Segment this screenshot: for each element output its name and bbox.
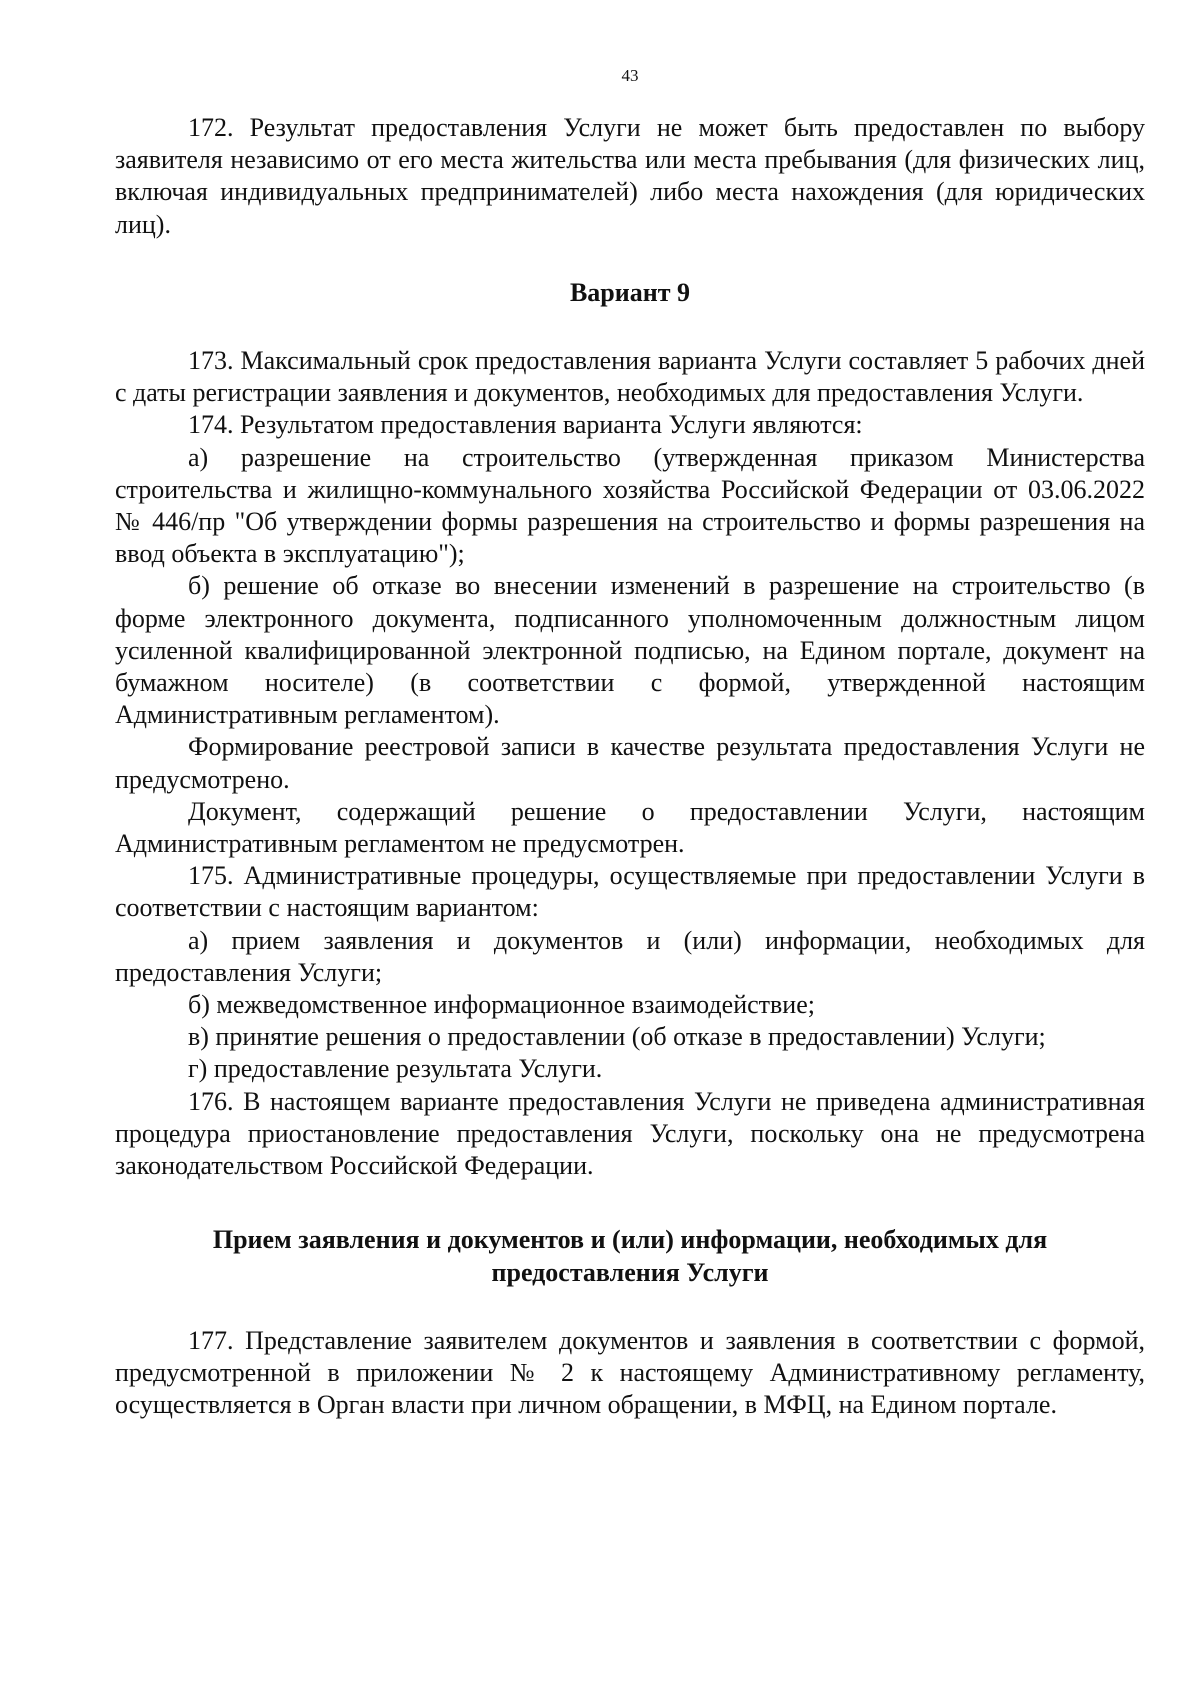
spacer	[115, 1182, 1145, 1224]
paragraph-registry-record: Формирование реестровой записи в качестве результата предоставления Услуги не предусмотрено.	[115, 732, 1145, 794]
paragraph-175-a: а) прием заявления и документов и (или) информации, необходимых для предоставления Услуги;	[115, 925, 1145, 987]
paragraph-175: 175. Административные процедуры, осуществляемые при предоставлении Услуги в соответствии с настоящим вариантом:	[115, 861, 1145, 923]
spacer	[115, 241, 1145, 277]
document-body	[115, 112, 1145, 1421]
paragraph-173: 173. Максимальный срок предоставления варианта Услуги составляет 5 рабочих дней с даты регистрации заявления и документов, необходимых для предоставления Услуги.	[115, 346, 1145, 408]
spacer	[115, 309, 1145, 345]
paragraph-174: 174. Результатом предоставления варианта Услуги являются:	[188, 410, 863, 440]
section-heading-reception	[115, 1224, 1145, 1288]
paragraph-176: 176. В настоящем варианте предоставления Услуги не приведена административная процедура приостановление предоставления Услуги, поскольку она не предусмотрена законодательством Российской Федерации.	[115, 1086, 1145, 1181]
section-heading-variant-9: Вариант 9	[569, 277, 691, 307]
paragraph-177: 177. Представление заявителем документов и заявления в соответствии с формой, предусмотренной в приложении № 2 к настоящему Административному регламенту, осуществляется в Орган власти при личном обращении, в МФЦ, на Едином портале.	[115, 1325, 1145, 1420]
paragraph-175-d: г) предоставление результата Услуги.	[188, 1054, 603, 1084]
paragraph-174-a: а) разрешение на строительство (утвержденная приказом Министерства строительства и жилищно-коммунального хозяйства Российской Федерации от 03.06.2022 № 446/пр "Об утверждении формы разрешения на строительство и формы разрешения на ввод объекта в эксплуатацию");	[115, 442, 1145, 569]
paragraph-175-b: б) межведомственное информационное взаимодействие;	[188, 990, 815, 1020]
paragraph-174-b: б) решение об отказе во внесении изменений в разрешение на строительство (в форме электронного документа, подписанного уполномоченным должностным лицом усиленной квалифицированной электронной подписью, на Едином портале, документ на бумажном носителе) (в соответствии с формой, утвержденной настоящим Административным регламентом).	[115, 571, 1145, 730]
paragraph-175-c: в) принятие решения о предоставлении (об отказе в предоставлении) Услуги;	[188, 1022, 1046, 1052]
page-number: 43	[621, 66, 639, 85]
spacer	[115, 1289, 1145, 1325]
section-heading-reception-line-2: предоставления Услуги	[491, 1257, 769, 1287]
paragraph-172: 172. Результат предоставления Услуги не может быть предоставлен по выбору заявителя независимо от его места жительства или места пребывания (для физических лиц, включая индивидуальных предпринимателей) либо места нахождения (для юридических лиц).	[115, 113, 1145, 239]
section-heading-reception-line-1: Прием заявления и документов и (или) информации, необходимых для	[212, 1225, 1048, 1255]
paragraph-decision-document: Документ, содержащий решение о предоставлении Услуги, настоящим Административным регламентом не предусмотрен.	[115, 796, 1145, 859]
